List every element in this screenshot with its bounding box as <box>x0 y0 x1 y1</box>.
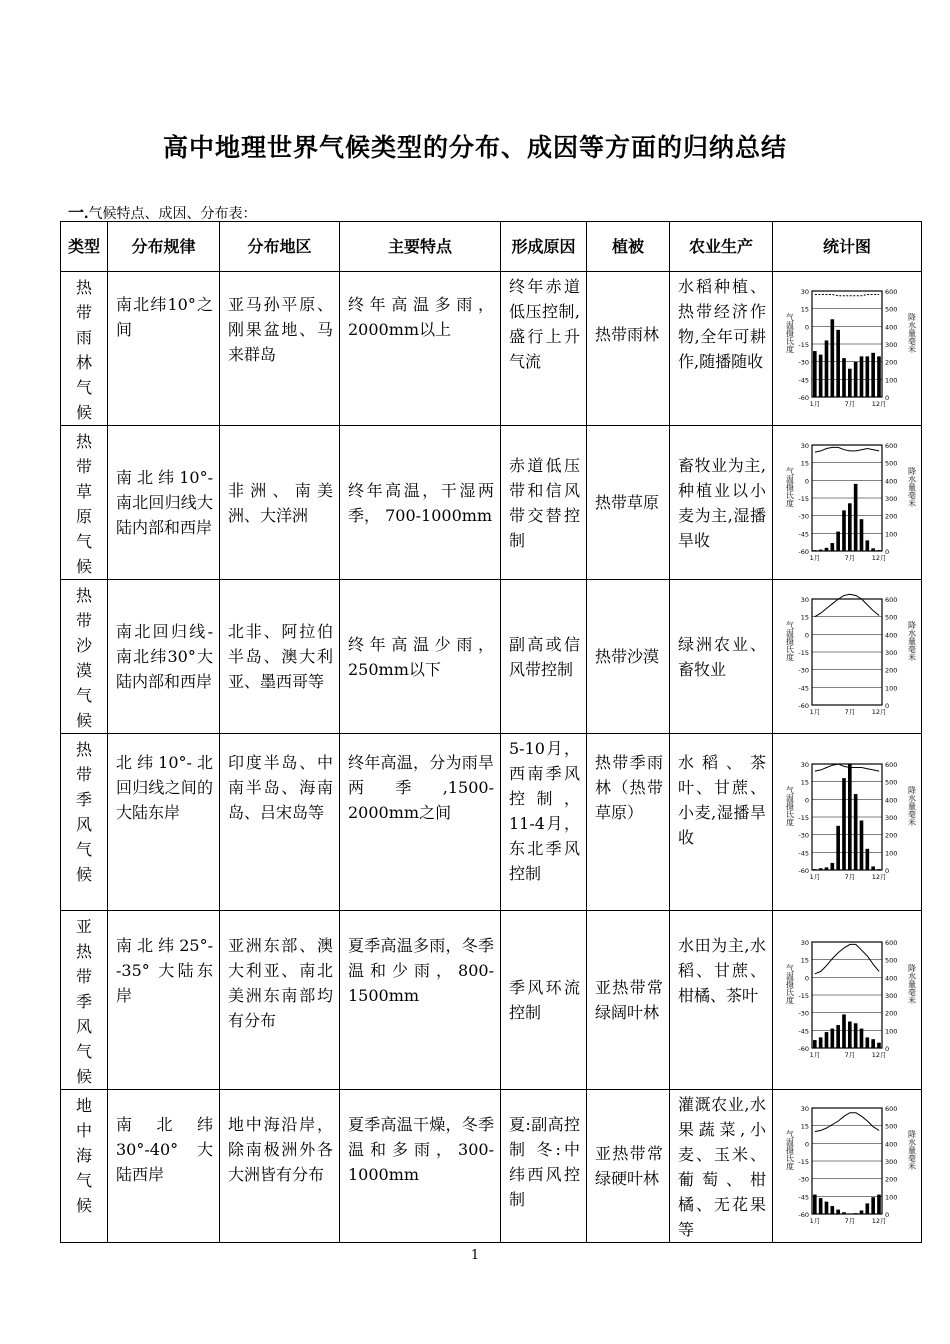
cell-chart <box>773 272 922 426</box>
climate-chart <box>774 283 920 415</box>
left-axis-label: 气温摄氏度 <box>785 312 795 353</box>
precip-bar <box>819 549 823 550</box>
precip-tick: 400 <box>885 630 898 639</box>
precip-tick: 100 <box>885 375 898 384</box>
precip-tick: 0 <box>885 547 890 556</box>
left-axis-label: 气温摄氏度 <box>785 964 795 1004</box>
precip-tick: 200 <box>885 512 898 521</box>
precip-bar <box>866 849 870 870</box>
right-axis-label: 降水量毫米 <box>907 620 917 661</box>
temp-tick: 15 <box>800 778 809 787</box>
climate-chart <box>774 1100 920 1232</box>
climate-type-label: 热带草原气候 <box>75 432 92 576</box>
climate-row <box>61 911 922 1090</box>
cell-veg <box>587 272 670 426</box>
feature-text: 夏季高温干燥，冬季温和多雨，300-1000mm <box>348 1115 494 1184</box>
cell-chart <box>773 911 922 1090</box>
cell-dist <box>108 580 220 734</box>
cell-feature <box>340 911 501 1090</box>
precip-tick: 200 <box>885 358 898 367</box>
cell-region <box>220 426 340 580</box>
precip-bar <box>819 868 823 870</box>
right-axis-label: 降水量毫米 <box>907 786 917 826</box>
temp-tick: 30 <box>800 761 809 769</box>
precip-bar <box>842 778 846 870</box>
precip-tick: 0 <box>885 867 890 875</box>
precip-bar <box>854 1213 858 1214</box>
agri-text: 水稻种植、热带经济作物,全年可耕作,随播随收 <box>678 277 766 371</box>
precip-bar <box>877 1043 881 1048</box>
temp-tick: -30 <box>798 666 809 675</box>
temp-tick: -60 <box>798 393 809 402</box>
dist-text: 南北纬10°之间 <box>116 295 213 339</box>
month-tick: 12月 <box>871 553 887 562</box>
temp-tick: 0 <box>804 630 809 639</box>
temp-tick: -30 <box>798 1175 809 1184</box>
precip-tick: 400 <box>885 796 898 805</box>
left-axis-label: 气温摄氏度 <box>785 620 795 661</box>
temp-tick: -45 <box>798 849 809 858</box>
month-tick: 7月 <box>844 1051 856 1059</box>
precip-bar <box>831 319 835 397</box>
temp-tick: -60 <box>798 867 809 875</box>
temp-tick: -60 <box>798 547 809 556</box>
section-number: 一. <box>68 205 89 222</box>
month-tick: 1月 <box>809 1217 821 1225</box>
cell-feature <box>340 580 501 734</box>
climate-row <box>61 1090 922 1243</box>
precip-bar <box>819 1037 823 1048</box>
precip-tick: 500 <box>885 459 898 468</box>
temp-tick: -60 <box>798 1211 809 1219</box>
temp-line <box>815 294 879 295</box>
precip-tick: 600 <box>885 441 898 450</box>
temp-tick: 0 <box>804 476 809 485</box>
precip-bar <box>860 821 864 870</box>
climate-row <box>61 272 922 426</box>
precip-bar <box>854 483 858 550</box>
dist-text: 南北回归线-南北纬30°大陆内部和西岸 <box>116 622 213 691</box>
temp-tick: -60 <box>798 701 809 710</box>
cell-agri <box>670 580 773 734</box>
precip-bar <box>854 794 858 870</box>
precip-bar <box>871 1197 875 1214</box>
cell-veg <box>587 426 670 580</box>
left-axis-label: 气温摄氏度 <box>785 466 795 507</box>
precip-bar <box>842 1014 846 1048</box>
temp-tick: -45 <box>798 375 809 384</box>
cell-cause <box>501 580 587 734</box>
precip-tick: 600 <box>885 761 898 769</box>
precip-bar <box>877 550 881 551</box>
month-tick: 12月 <box>871 399 887 408</box>
temp-tick: -30 <box>798 831 809 840</box>
feature-text: 终年高温多雨，2000mm以上 <box>348 295 494 339</box>
precip-bar <box>813 1040 817 1048</box>
dist-text: 南北纬10°-南北回归线大陆内部和西岸 <box>116 468 213 537</box>
header-chart: 统计图 <box>773 222 922 272</box>
precip-bar <box>854 361 858 396</box>
cell-agri <box>670 911 773 1090</box>
precip-tick: 0 <box>885 701 890 710</box>
month-tick: 7月 <box>844 707 856 716</box>
cell-agri <box>670 426 773 580</box>
temp-tick: -15 <box>798 992 809 1000</box>
cause-text: 5-10月，西南季风控制，11-4月，东北季风控制 <box>509 739 580 883</box>
climate-row <box>61 426 922 580</box>
right-axis-label: 降水量毫米 <box>907 466 917 507</box>
precip-bar <box>819 354 823 396</box>
veg-text: 热带雨林 <box>595 325 660 344</box>
climate-type-label: 亚热带季风气候 <box>75 917 92 1086</box>
month-tick: 12月 <box>871 707 887 716</box>
veg-text: 热带沙漠 <box>595 647 660 666</box>
right-axis-label: 降水量毫米 <box>907 964 917 1004</box>
cell-agri <box>670 734 773 911</box>
right-axis-label: 降水量毫米 <box>907 312 917 353</box>
region-text: 非洲、南美洲、大洋洲 <box>228 480 333 525</box>
precip-tick: 400 <box>885 476 898 485</box>
cell-cause <box>501 911 587 1090</box>
temp-tick: 0 <box>804 974 809 983</box>
header-agri: 农业生产 <box>670 222 773 272</box>
dist-text: 北纬10°-北回归线之间的大陆东岸 <box>116 753 213 822</box>
climate-row <box>61 734 922 911</box>
cell-type <box>61 272 108 426</box>
month-tick: 7月 <box>844 399 856 408</box>
precip-bar <box>825 547 829 550</box>
precip-bar <box>813 869 817 870</box>
precip-bar <box>848 503 852 551</box>
cell-dist <box>108 426 220 580</box>
temp-line <box>815 447 879 452</box>
temp-tick: 30 <box>800 287 809 296</box>
agri-text: 绿洲农业、畜牧业 <box>678 634 766 679</box>
precip-tick: 500 <box>885 305 898 314</box>
header-cause: 形成原因 <box>501 222 587 272</box>
temp-tick: -45 <box>798 1027 809 1036</box>
month-tick: 7月 <box>844 553 856 562</box>
climate-row <box>61 580 922 734</box>
left-axis-label: 气温摄氏度 <box>785 786 795 826</box>
region-text: 亚马孙平原、刚果盆地、马来群岛 <box>228 295 333 364</box>
temp-tick: 0 <box>804 322 809 331</box>
cause-text: 赤道低压带和信风带交替控制 <box>509 455 580 550</box>
precip-bar <box>831 1029 835 1048</box>
temp-tick: 15 <box>800 613 809 622</box>
precip-tick: 100 <box>885 1193 898 1202</box>
climate-type-label: 地中海气候 <box>75 1096 92 1215</box>
temp-tick: -15 <box>798 648 809 657</box>
temp-tick: 30 <box>800 1105 809 1113</box>
header-veg: 植被 <box>587 222 670 272</box>
header-feature: 主要特点 <box>340 222 501 272</box>
temp-tick: -30 <box>798 512 809 521</box>
right-axis-label: 降水量毫米 <box>907 1130 917 1170</box>
climate-chart <box>774 756 920 888</box>
cell-cause <box>501 272 587 426</box>
precip-bar <box>842 358 846 397</box>
precip-tick: 300 <box>885 340 898 349</box>
precip-bar <box>831 1206 835 1214</box>
month-tick: 12月 <box>871 1051 887 1059</box>
precip-bar <box>848 368 852 396</box>
header-type: 类型 <box>61 222 108 272</box>
feature-text: 终年高温，分为雨旱两季,1500-2000mm之间 <box>348 753 494 822</box>
precip-tick: 300 <box>885 494 898 503</box>
temp-tick: 15 <box>800 956 809 965</box>
precip-bar <box>866 356 870 397</box>
precip-bar <box>813 550 817 551</box>
cell-chart <box>773 1090 922 1243</box>
cell-cause <box>501 426 587 580</box>
cell-dist <box>108 272 220 426</box>
temp-tick: -15 <box>798 494 809 503</box>
cell-feature <box>340 734 501 911</box>
precip-bar <box>860 356 864 397</box>
precip-tick: 600 <box>885 939 898 947</box>
cell-veg <box>587 734 670 911</box>
cause-text: 季风环流控制 <box>509 978 580 1022</box>
climate-type-label: 热带沙漠气候 <box>75 586 92 730</box>
temp-tick: -30 <box>798 358 809 367</box>
cell-region <box>220 580 340 734</box>
precip-tick: 0 <box>885 1045 890 1053</box>
precip-bar <box>860 1210 864 1214</box>
temp-line <box>815 764 879 771</box>
month-tick: 1月 <box>809 707 821 716</box>
precip-bar <box>836 1210 840 1214</box>
region-text: 北非、阿拉伯半岛、澳大利亚、墨西哥等 <box>228 622 333 691</box>
temp-tick: -45 <box>798 529 809 538</box>
cell-region <box>220 272 340 426</box>
feature-text: 夏季高温多雨，冬季温和少雨，800-1500mm <box>348 936 494 1005</box>
temp-tick: -60 <box>798 1045 809 1053</box>
precip-tick: 600 <box>885 1105 898 1113</box>
temp-tick: 30 <box>800 939 809 947</box>
precip-bar <box>819 1198 823 1214</box>
region-text: 亚洲东部、澳大利亚、南北美洲东南部均有分布 <box>228 936 333 1030</box>
precip-bar <box>860 519 864 551</box>
agri-text: 水田为主,水稻、甘蔗、柑橘、茶叶 <box>678 936 766 1005</box>
precip-bar <box>836 1025 840 1048</box>
cell-chart <box>773 580 922 734</box>
header-region: 分布地区 <box>220 222 340 272</box>
precip-bar <box>813 1195 817 1214</box>
precip-bar <box>836 531 840 550</box>
cell-region <box>220 734 340 911</box>
feature-text: 终年高温少雨，250mm以下 <box>348 634 494 679</box>
precip-bar <box>848 1213 852 1214</box>
precip-tick: 500 <box>885 956 898 965</box>
precip-tick: 400 <box>885 1140 898 1149</box>
month-tick: 1月 <box>809 553 821 562</box>
precip-bar <box>871 352 875 396</box>
cell-type <box>61 911 108 1090</box>
veg-text: 热带季雨林（热带草原） <box>595 753 663 822</box>
dist-text: 南北纬25°--35° 大陆东岸 <box>116 936 213 1005</box>
temp-tick: 0 <box>804 1140 809 1149</box>
temp-tick: -45 <box>798 683 809 692</box>
temp-tick: -30 <box>798 1009 809 1018</box>
temp-tick: 15 <box>800 305 809 314</box>
precip-bar <box>860 1029 864 1048</box>
precip-tick: 500 <box>885 778 898 787</box>
header-row <box>61 222 922 272</box>
precip-tick: 400 <box>885 974 898 983</box>
month-tick: 1月 <box>809 1051 821 1059</box>
precip-tick: 200 <box>885 831 898 840</box>
precip-bar <box>825 1202 829 1214</box>
precip-bar <box>842 510 846 551</box>
precip-tick: 500 <box>885 1122 898 1131</box>
cell-cause <box>501 1090 587 1243</box>
cell-dist <box>108 1090 220 1243</box>
precip-tick: 300 <box>885 648 898 657</box>
cell-cause <box>501 734 587 911</box>
precip-tick: 200 <box>885 666 898 675</box>
climate-type-label: 热带季风气候 <box>75 740 92 884</box>
temp-tick: 30 <box>800 595 809 604</box>
precip-bar <box>836 329 840 396</box>
month-tick: 7月 <box>844 873 856 881</box>
precip-tick: 200 <box>885 1009 898 1018</box>
month-tick: 12月 <box>871 1217 887 1225</box>
cell-region <box>220 1090 340 1243</box>
dist-text: 南北纬30°-40° 大陆西岸 <box>116 1115 213 1184</box>
climate-type-label: 热带雨林气候 <box>75 278 92 422</box>
header-dist: 分布规律 <box>108 222 220 272</box>
veg-text: 亚热带常绿硬叶林 <box>595 1144 663 1188</box>
precip-bar <box>848 1022 852 1049</box>
precip-tick: 0 <box>885 393 890 402</box>
cell-feature <box>340 426 501 580</box>
cell-veg <box>587 580 670 734</box>
cause-text: 终年赤道低压控制,盛行上升气流 <box>509 277 580 371</box>
cell-region <box>220 911 340 1090</box>
temp-tick: 0 <box>804 796 809 805</box>
precip-tick: 500 <box>885 613 898 622</box>
precip-bar <box>877 1195 881 1214</box>
precip-bar <box>836 826 840 870</box>
cell-type <box>61 426 108 580</box>
precip-tick: 100 <box>885 683 898 692</box>
precip-tick: 100 <box>885 529 898 538</box>
precip-bar <box>871 548 875 551</box>
cell-veg <box>587 911 670 1090</box>
climate-chart <box>774 591 920 723</box>
temp-tick: -15 <box>798 1158 809 1166</box>
precip-bar <box>866 1037 870 1048</box>
agri-text: 灌溉农业,水果蔬菜,小麦、玉米、葡萄、柑橘、无花果等 <box>678 1095 766 1239</box>
climate-table <box>60 221 922 1243</box>
temp-line <box>815 944 879 973</box>
cell-feature <box>340 272 501 426</box>
cell-agri <box>670 272 773 426</box>
precip-bar <box>825 867 829 870</box>
temp-line <box>815 1113 879 1132</box>
month-tick: 1月 <box>809 399 821 408</box>
temp-tick: -15 <box>798 340 809 349</box>
precip-tick: 300 <box>885 992 898 1000</box>
precip-bar <box>871 1039 875 1048</box>
precip-bar <box>866 1203 870 1214</box>
cell-agri <box>670 1090 773 1243</box>
cell-veg <box>587 1090 670 1243</box>
region-text: 印度半岛、中南半岛、海南岛、吕宋岛等 <box>228 753 333 822</box>
climate-chart <box>774 934 920 1066</box>
section-text: 气候特点、成因、分布表： <box>88 206 257 222</box>
temp-tick: 30 <box>800 441 809 450</box>
precip-bar <box>825 340 829 397</box>
feature-text: 终年高温，干湿两季， 700-1000mm <box>348 480 494 525</box>
cell-chart <box>773 734 922 911</box>
left-axis-label: 气温摄氏度 <box>785 1130 795 1170</box>
precip-bar <box>854 1023 858 1048</box>
precip-tick: 600 <box>885 287 898 296</box>
cell-type <box>61 1090 108 1243</box>
cell-feature <box>340 1090 501 1243</box>
agri-text: 畜牧业为主,种植业以小麦为主,湿播旱收 <box>678 455 766 550</box>
veg-text: 亚热带常绿阔叶林 <box>595 978 663 1022</box>
temp-tick: -15 <box>798 814 809 822</box>
page-title: 高中地理世界气候类型的分布、成因等方面的归纳总结 <box>162 133 787 162</box>
precip-tick: 300 <box>885 814 898 822</box>
temp-line <box>815 594 879 616</box>
precip-bar <box>825 1032 829 1048</box>
page-number: 1 <box>470 1248 480 1263</box>
precip-bar <box>831 543 835 551</box>
precip-bar <box>831 863 835 870</box>
cause-text: 副高或信风带控制 <box>509 634 580 679</box>
cause-text: 夏:副高控制 冬:中纬西风控制 <box>509 1115 580 1209</box>
cell-chart <box>773 426 922 580</box>
climate-chart <box>774 437 920 569</box>
agri-text: 水稻、茶叶、甘蔗、小麦,湿播旱收 <box>678 753 766 847</box>
precip-bar <box>877 869 881 870</box>
month-tick: 1月 <box>809 873 821 881</box>
precip-bar <box>866 540 870 551</box>
cell-dist <box>108 911 220 1090</box>
precip-bar <box>813 351 817 397</box>
precip-tick: 600 <box>885 595 898 604</box>
precip-bar <box>877 356 881 397</box>
precip-tick: 400 <box>885 322 898 331</box>
veg-text: 热带草原 <box>595 493 660 512</box>
precip-bar <box>848 764 852 870</box>
temp-tick: 15 <box>800 459 809 468</box>
precip-tick: 0 <box>885 1211 890 1219</box>
cell-type <box>61 580 108 734</box>
precip-tick: 300 <box>885 1158 898 1166</box>
region-text: 地中海沿岸，除南极洲外各大洲皆有分布 <box>228 1115 333 1184</box>
precip-tick: 100 <box>885 849 898 858</box>
month-tick: 12月 <box>871 873 887 881</box>
precip-tick: 200 <box>885 1175 898 1184</box>
section-heading <box>68 200 256 223</box>
cell-dist <box>108 734 220 911</box>
precip-bar <box>842 1212 846 1214</box>
temp-tick: 15 <box>800 1122 809 1131</box>
precip-tick: 100 <box>885 1027 898 1036</box>
precip-bar <box>871 866 875 870</box>
temp-tick: -45 <box>798 1193 809 1202</box>
cell-type <box>61 734 108 911</box>
month-tick: 7月 <box>844 1217 856 1225</box>
